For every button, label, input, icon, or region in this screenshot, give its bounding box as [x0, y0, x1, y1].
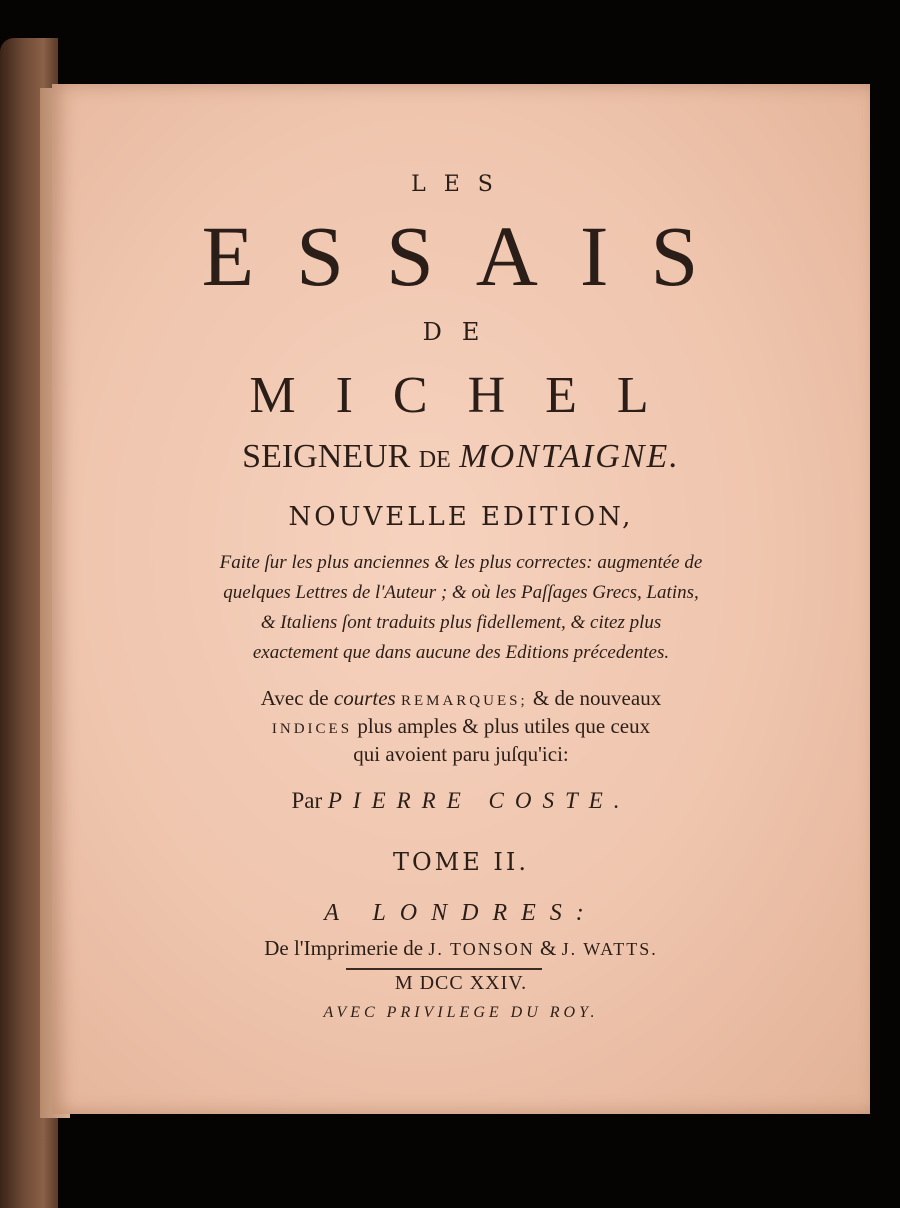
author-seigneur: SEIGNEUR: [242, 438, 411, 475]
publication-year: M DCC XXIV.: [394, 972, 528, 994]
printer-prefix: De l'Imprimerie de: [264, 936, 424, 960]
author-montaigne: MONTAIGNE.: [459, 438, 680, 475]
title-essais: ESSAIS: [201, 208, 741, 304]
remarks-line-2: [52, 714, 870, 739]
editor-name: PIERRE COSTE.: [327, 788, 631, 813]
printer-tonson: J. TONSON: [428, 939, 535, 959]
printer-and: &: [539, 936, 557, 960]
editor-par: Par: [291, 788, 323, 813]
edition-heading: NOUVELLE EDITION,: [288, 502, 634, 532]
printer-line: [52, 936, 870, 961]
remarks-line-3: qui avoient paru juſqu'ici:: [353, 742, 569, 766]
printer-watts: J. WATTS.: [561, 939, 658, 959]
remarks-line-1: [52, 686, 870, 711]
title-page: [52, 84, 870, 1114]
remarks-courtes: courtes: [333, 686, 396, 710]
remarks-nouveaux: & de nouveaux: [532, 686, 662, 710]
divider-rule: [346, 968, 542, 970]
author-line: [52, 438, 870, 476]
title-michel: MICHEL: [249, 367, 689, 424]
title-les: LES: [411, 172, 511, 197]
editor-line: [52, 788, 870, 814]
remarks-avec: Avec de: [260, 686, 329, 710]
remarks-remarques: REMARQUES;: [400, 693, 528, 709]
royal-privilege: AVEC PRIVILEGE DU ROY.: [323, 1004, 599, 1021]
place-of-publication: A LONDRES:: [324, 900, 598, 926]
edition-description-line-2: quelques Lettres de l'Auteur ; & où les Paſſages Grecs, Latins,: [223, 582, 699, 603]
edition-description-line-1: Faite ſur les plus anciennes & les plus correctes: augmentée de: [219, 552, 703, 573]
author-de: DE: [418, 447, 451, 473]
remarks-amples: plus amples & plus utiles que ceux: [357, 714, 651, 738]
remarks-indices: INDICES: [271, 721, 353, 737]
title-de: DE: [422, 318, 500, 346]
volume-number: TOME II.: [393, 848, 529, 876]
edition-description-line-4: exactement que dans aucune des Editions précedentes.: [252, 642, 670, 663]
edition-description-line-3: & Italiens ſont traduits plus fidellement, & citez plus: [260, 612, 662, 633]
